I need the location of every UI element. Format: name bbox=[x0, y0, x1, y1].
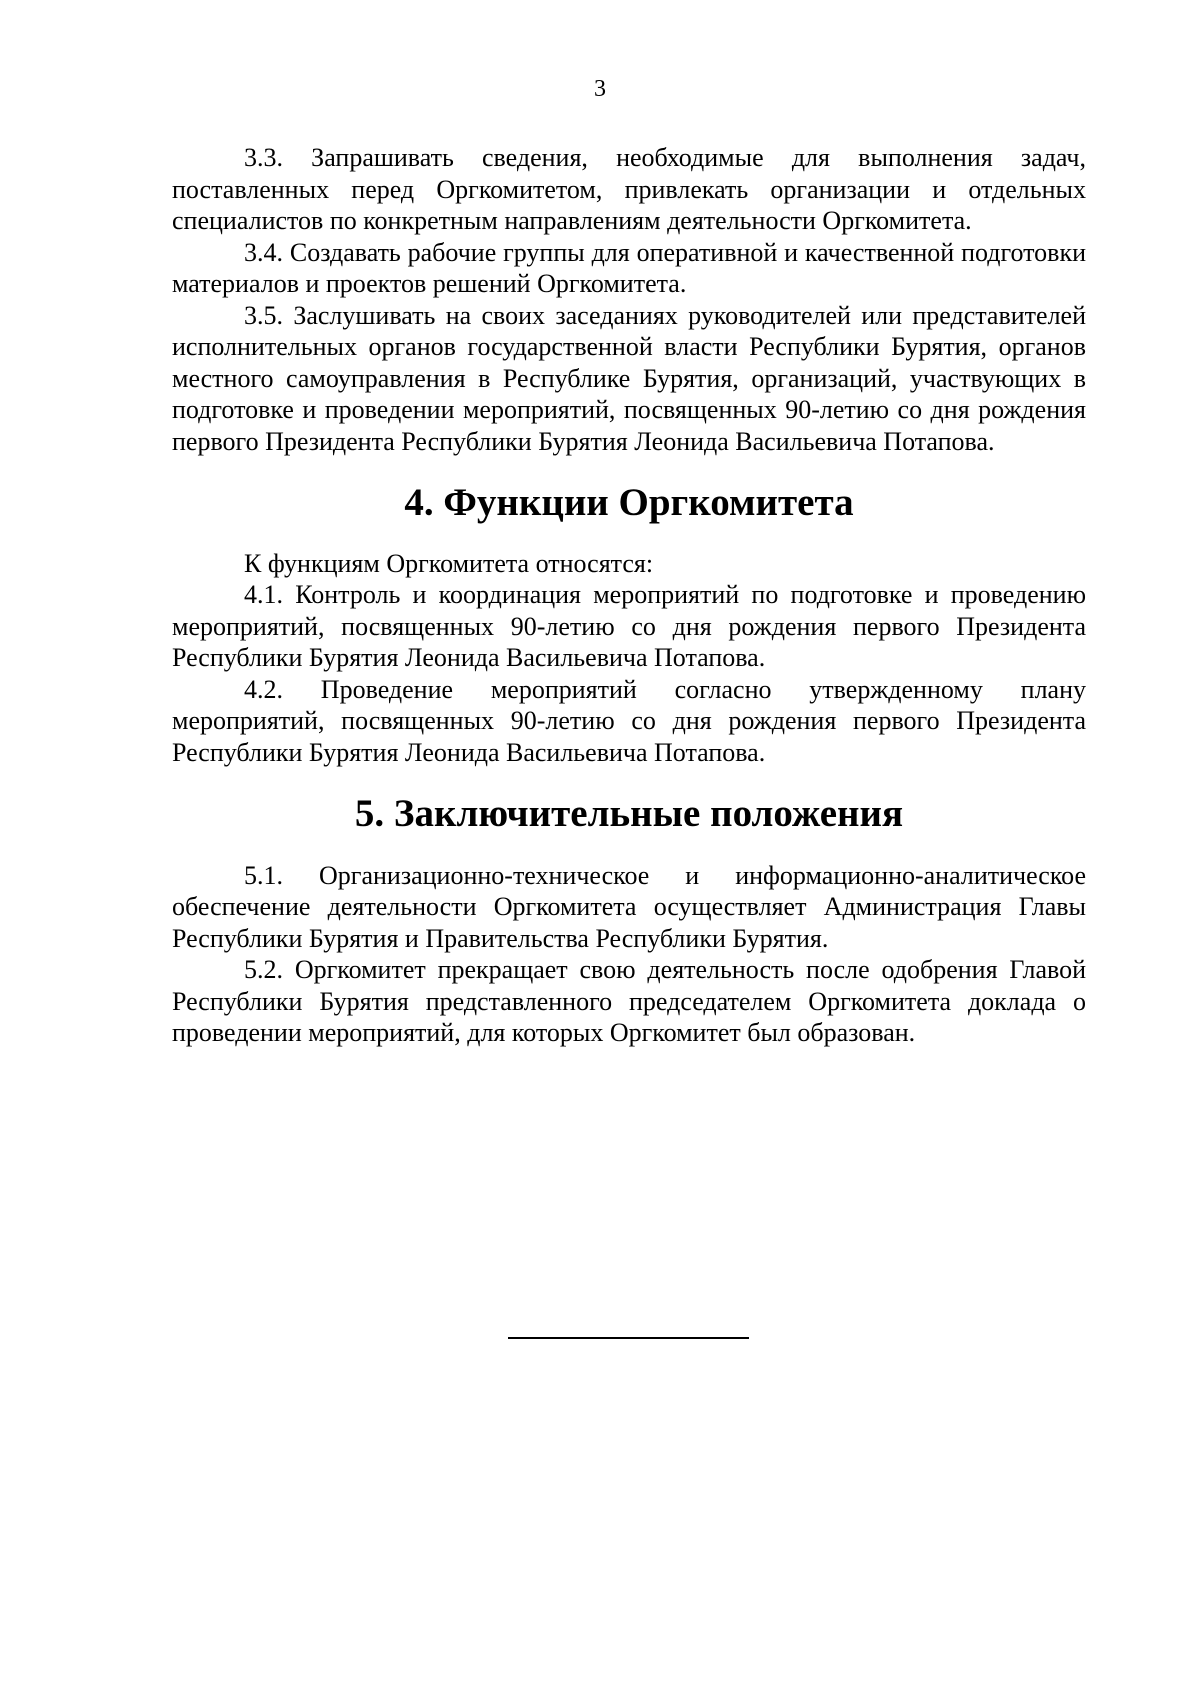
section-4-heading: 4. Функции Оргкомитета bbox=[404, 481, 854, 524]
section-5-heading: 5. Заключительные положения bbox=[354, 792, 904, 835]
page-number: 3 bbox=[594, 76, 606, 102]
clause-3-5: 3.5. Заслушивать на своих заседаниях руководителей или представителей исполнительных органов государственной власти Республики Бурятия, органов местного самоуправления в Республике Бурятия, организаций, участвующих в подготовке и проведении мероприятий, посвященных 90-летию со дня рождения первого Президента Республики Бурятия Леонида Васильевича Потапова. bbox=[172, 300, 1086, 456]
clause-5-1: 5.1. Организационно-техническое и информационно-аналитическое обеспечение деятельности Оргкомитета осуществляет Администрация Главы Республики Бурятия и Правительства Республики Бурятия. bbox=[172, 860, 1086, 953]
clause-4-1: 4.1. Контроль и координация мероприятий по подготовке и проведению мероприятий, посвященных 90-летию со дня рождения первого Президента Республики Бурятия Леонида Васильевича Потапова. bbox=[172, 580, 1086, 672]
clause-3-4: 3.4. Создавать рабочие группы для оперативной и качественной подготовки материалов и проектов решений Оргкомитета. bbox=[172, 237, 1086, 298]
end-of-document-line bbox=[508, 1337, 749, 1339]
clause-4-2: 4.2. Проведение мероприятий согласно утвержденному плану мероприятий, посвященных 90-летию со дня рождения первого Президента Республики Бурятия Леонида Васильевича Потапова. bbox=[172, 674, 1086, 767]
clause-3-3: 3.3. Запрашивать сведения, необходимые для выполнения задач, поставленных перед Оргкомитетом, привлекать организации и отдельных специалистов по конкретным направлениям деятельности Оргкомитета. bbox=[172, 143, 1086, 235]
document-body bbox=[172, 142, 1086, 1049]
section-4-intro: К функциям Оргкомитета относятся: bbox=[244, 548, 654, 578]
clause-5-2: 5.2. Оргкомитет прекращает свою деятельность после одобрения Главой Республики Бурятия представленного председателем Оргкомитета доклада о проведении мероприятий, для которых Оргкомитет был образован. bbox=[172, 955, 1086, 1047]
